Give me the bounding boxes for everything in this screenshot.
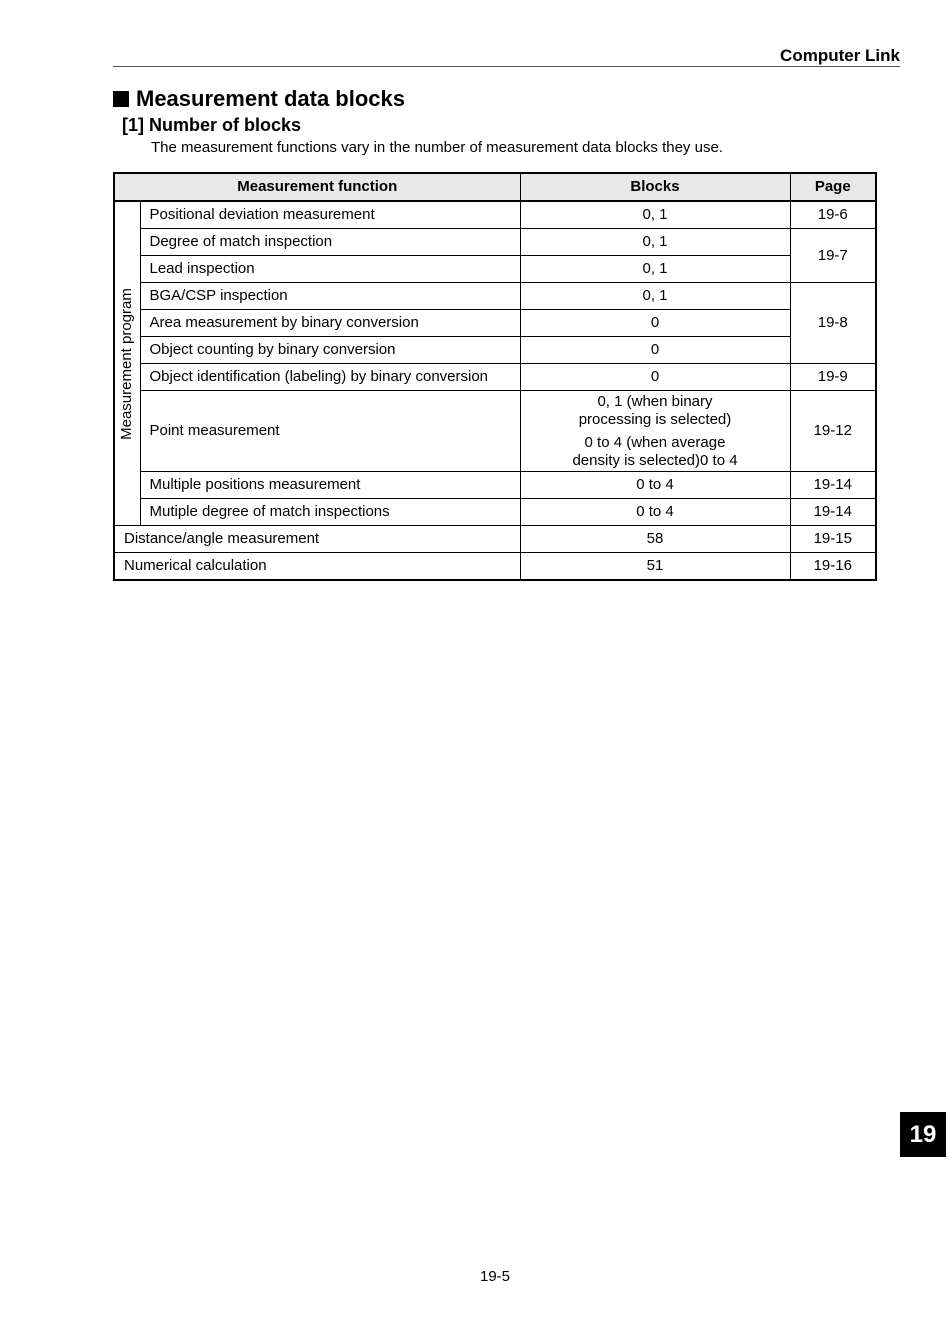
page-cell: 19-8 — [790, 283, 876, 364]
blocks-line: 0, 1 (when binary — [597, 392, 713, 410]
blocks-cell — [520, 391, 790, 472]
table-row — [114, 391, 876, 472]
function-cell: Degree of match inspection — [140, 229, 520, 256]
blocks-cell: 51 — [520, 553, 790, 581]
blocks-cell: 58 — [520, 526, 790, 553]
blocks-cell: 0 to 4 — [520, 499, 790, 526]
black-square-icon — [113, 91, 129, 107]
header-blocks: Blocks — [520, 173, 790, 201]
table-row — [114, 472, 876, 499]
page-cell: 19-14 — [790, 472, 876, 499]
function-cell: Distance/angle measurement — [114, 526, 520, 553]
function-cell: Multiple positions measurement — [140, 472, 520, 499]
table-row — [114, 310, 876, 337]
function-cell: Lead inspection — [140, 256, 520, 283]
function-cell: Area measurement by binary conversion — [140, 310, 520, 337]
section-heading-text: Measurement data blocks — [136, 86, 405, 111]
blocks-cell: 0 — [520, 310, 790, 337]
table-header-row — [114, 173, 876, 201]
table-row — [114, 201, 876, 229]
blocks-cell: 0, 1 — [520, 201, 790, 229]
table-row — [114, 337, 876, 364]
header-rule — [113, 66, 900, 67]
table-row — [114, 229, 876, 256]
function-cell: Mutiple degree of match inspections — [140, 499, 520, 526]
blocks-cell: 0, 1 — [520, 229, 790, 256]
page-cell: 19-14 — [790, 499, 876, 526]
blocks-cell: 0 to 4 — [520, 472, 790, 499]
function-cell: Numerical calculation — [114, 553, 520, 581]
table-row — [114, 364, 876, 391]
header-page: Page — [790, 173, 876, 201]
table-row — [114, 283, 876, 310]
function-cell: Object identification (labeling) by binary conversion — [140, 364, 520, 391]
running-header: Computer Link — [780, 46, 900, 65]
section-heading — [113, 86, 405, 112]
page-cell: 19-7 — [790, 229, 876, 283]
group-label: Measurement program — [118, 287, 136, 440]
function-cell: Object counting by binary conversion — [140, 337, 520, 364]
page-cell: 19-6 — [790, 201, 876, 229]
function-cell: Point measurement — [140, 391, 520, 472]
page-cell: 19-16 — [790, 553, 876, 581]
table-row — [114, 553, 876, 581]
page-cell: 19-12 — [790, 391, 876, 472]
blocks-line: processing is selected) — [578, 410, 732, 428]
table-row — [114, 526, 876, 553]
blocks-cell: 0, 1 — [520, 283, 790, 310]
measurement-blocks-table — [113, 172, 877, 581]
function-cell: BGA/CSP inspection — [140, 283, 520, 310]
page-cell: 19-15 — [790, 526, 876, 553]
chapter-tab: 19 — [900, 1112, 946, 1157]
table-row — [114, 499, 876, 526]
blocks-cell: 0 — [520, 364, 790, 391]
page-number: 19-5 — [479, 1268, 511, 1285]
sub-heading: [1] Number of blocks — [122, 115, 302, 135]
function-cell: Positional deviation measurement — [140, 201, 520, 229]
blocks-line: 0 to 4 (when average — [584, 433, 726, 451]
blocks-cell: 0, 1 — [520, 256, 790, 283]
intro-text: The measurement functions vary in the number of measurement data blocks they use. — [151, 139, 723, 156]
page-cell: 19-9 — [790, 364, 876, 391]
blocks-cell: 0 — [520, 337, 790, 364]
blocks-line: density is selected)0 to 4 — [572, 451, 738, 469]
group-label-cell — [114, 201, 140, 526]
table-row — [114, 256, 876, 283]
header-function: Measurement function — [114, 173, 520, 201]
